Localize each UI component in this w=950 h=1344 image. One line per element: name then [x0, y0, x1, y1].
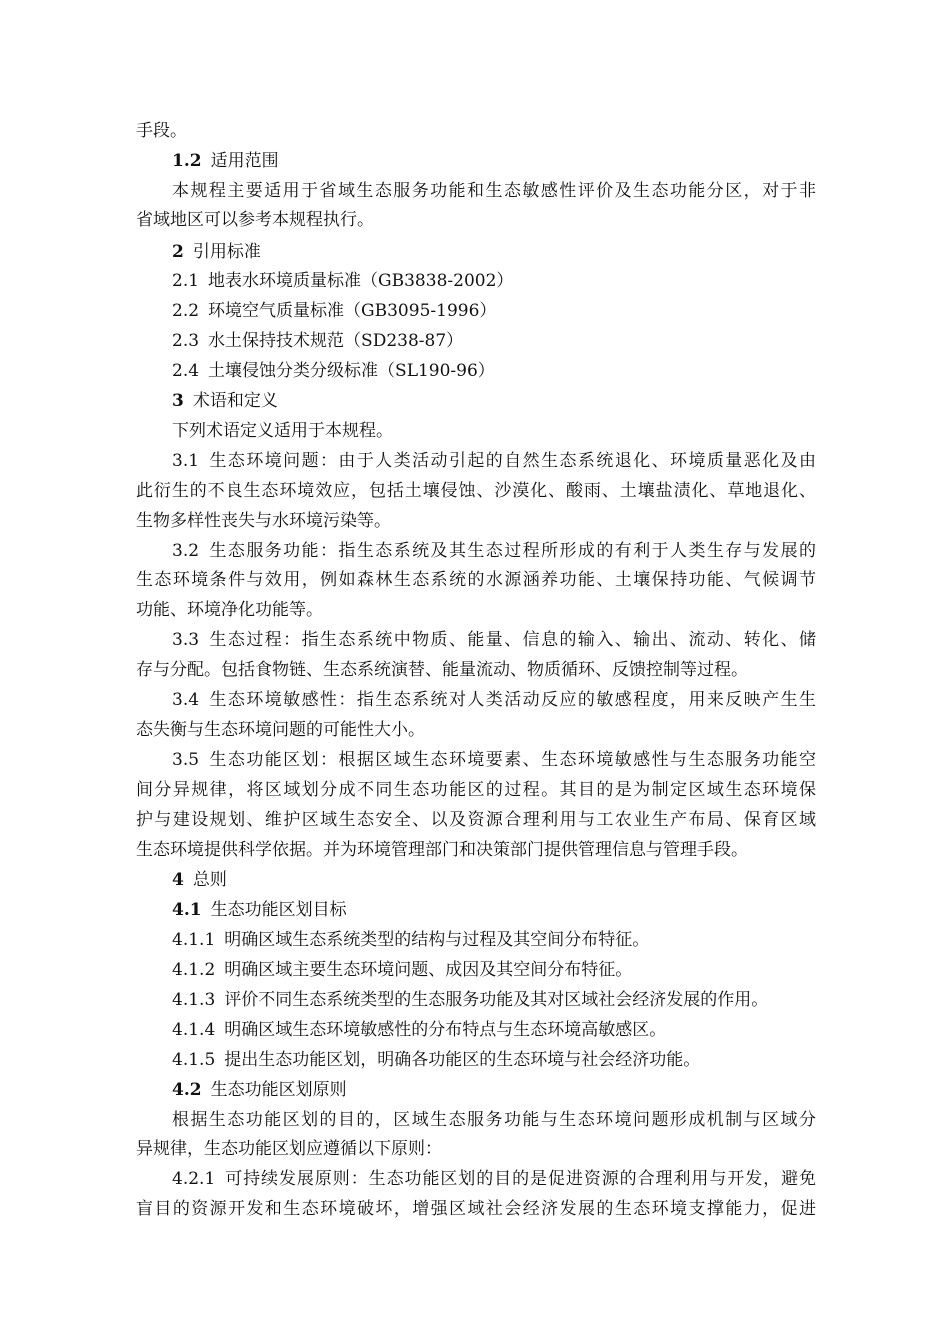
text-line: 生物多样性丧失与水环境污染等。: [136, 511, 391, 531]
clause-number: 4.1.4: [172, 1020, 216, 1040]
clause-number: 3.2: [172, 541, 200, 561]
text-line: 根据生态功能区划的目的，区域生态服务功能与生态环境问题形成机制与区域分: [172, 1110, 816, 1130]
clause-line: [172, 956, 816, 984]
clause-line: [172, 297, 816, 325]
text-line: 生态环境提供科学依据。并为环境管理部门和决策部门提供管理信息与管理手段。: [136, 840, 748, 860]
section-number: 4: [172, 870, 184, 890]
text-line: 手段。: [136, 121, 187, 141]
clause-number: 3.5: [172, 750, 200, 770]
clause-line: [172, 537, 816, 565]
clause-number: 2.3: [172, 331, 200, 351]
clause-text: 生态功能区划：根据区域生态环境要素、生态环境敏感性与生态服务功能空: [208, 750, 816, 770]
clause-line: [172, 327, 816, 355]
clause-line: [172, 357, 816, 385]
clause-number: 4.1.1: [172, 930, 216, 950]
text-line: 态失衡与生态环境问题的可能性大小。: [136, 720, 425, 740]
clause-number: 4.1.5: [172, 1050, 216, 1070]
clause-line: [172, 1165, 816, 1193]
section-number: 4.1: [172, 900, 202, 920]
text-line: 盲目的资源开发和生态环境破坏，增强区域社会经济发展的生态环境支撑能力，促进: [136, 1199, 816, 1219]
text-line: 护与建设规划、维护区域生态安全、以及资源合理利用与工农业生产布局、保育区域: [136, 810, 816, 830]
text-line: 功能、环境净化功能等。: [136, 600, 323, 620]
section-title: 生态功能区划原则: [210, 1080, 347, 1100]
clause-line: [172, 267, 816, 295]
clause-text: 土壤侵蚀分类分级标准（SL190-96）: [208, 361, 495, 381]
clause-number: 2.4: [172, 361, 200, 381]
text-line: 存与分配。包括食物链、生态系统演替、能量流动、物质循环、反馈控制等过程。: [136, 660, 748, 680]
clause-line: [172, 447, 816, 475]
clause-text: 环境空气质量标准（GB3095-1996）: [208, 301, 497, 321]
section-heading: [172, 238, 816, 266]
section-heading: [172, 147, 816, 175]
section-number: 2: [172, 242, 184, 262]
clause-text: 生态环境敏感性：指生态系统对人类活动反应的敏感程度，用来反映产生生: [208, 690, 816, 710]
clause-line: [172, 1016, 816, 1044]
clause-text: 提出生态功能区划，明确各功能区的生态环境与社会经济功能。: [224, 1050, 701, 1070]
clause-text: 明确区域主要生态环境问题、成因及其空间分布特征。: [224, 960, 633, 980]
clause-text: 生态过程：指生态系统中物质、能量、信息的输入、输出、流动、转化、储: [208, 630, 816, 650]
clause-number: 3.4: [172, 690, 200, 710]
clause-number: 3.3: [172, 630, 200, 650]
text-line: 省域地区可以参考本规程执行。: [136, 210, 374, 230]
text-line: 下列术语定义适用于本规程。: [172, 421, 393, 441]
clause-line: [172, 926, 816, 954]
clause-number: 2.1: [172, 271, 200, 291]
text-line: 生态环境条件与效用，例如森林生态系统的水源涵养功能、土壤保持功能、气候调节: [136, 570, 816, 590]
section-title: 术语和定义: [192, 391, 278, 411]
clause-text: 生态环境问题：由于人类活动引起的自然生态系统退化、环境质量恶化及由: [208, 451, 816, 471]
section-title: 引用标准: [192, 242, 261, 262]
section-title: 总则: [192, 870, 227, 890]
text-line: 此衍生的不良生态环境效应，包括土壤侵蚀、沙漠化、酸雨、土壤盐渍化、草地退化、: [136, 481, 816, 501]
clause-text: 水土保持技术规范（SD238-87）: [208, 331, 464, 351]
clause-line: [172, 986, 816, 1014]
section-heading: [172, 866, 816, 894]
section-number: 3: [172, 391, 184, 411]
text-line: 本规程主要适用于省域生态服务功能和生态敏感性评价及生态功能分区，对于非: [172, 181, 816, 201]
section-title: 适用范围: [210, 151, 279, 171]
clause-text: 明确区域生态环境敏感性的分布特点与生态环境高敏感区。: [224, 1020, 667, 1040]
clause-text: 明确区域生态系统类型的结构与过程及其空间分布特征。: [224, 930, 650, 950]
section-heading: [172, 896, 816, 924]
clause-number: 3.1: [172, 451, 200, 471]
section-heading: [172, 1076, 816, 1104]
clause-text: 地表水环境质量标准（GB3838-2002）: [208, 271, 514, 291]
clause-text: 生态服务功能：指生态系统及其生态过程所形成的有利于人类生存与发展的: [208, 541, 816, 561]
clause-number: 2.2: [172, 301, 200, 321]
clause-number: 4.1.2: [172, 960, 216, 980]
clause-text: 可持续发展原则：生态功能区划的目的是促进资源的合理利用与开发，避免: [224, 1169, 816, 1189]
text-line: 异规律，生态功能区划应遵循以下原则：: [136, 1139, 442, 1159]
clause-number: 4.1.3: [172, 990, 216, 1010]
clause-line: [172, 626, 816, 654]
clause-number: 4.2.1: [172, 1169, 216, 1189]
section-title: 生态功能区划目标: [210, 900, 347, 920]
section-number: 1.2: [172, 151, 202, 171]
section-heading: [172, 387, 816, 415]
clause-line: [172, 686, 816, 714]
text-line: 间分异规律，将区域划分成不同生态功能区的过程。其目的是为制定区域生态环境保: [136, 780, 816, 800]
clause-text: 评价不同生态系统类型的生态服务功能及其对区域社会经济发展的作用。: [224, 990, 769, 1010]
clause-line: [172, 746, 816, 774]
clause-line: [172, 1046, 816, 1074]
section-number: 4.2: [172, 1080, 202, 1100]
